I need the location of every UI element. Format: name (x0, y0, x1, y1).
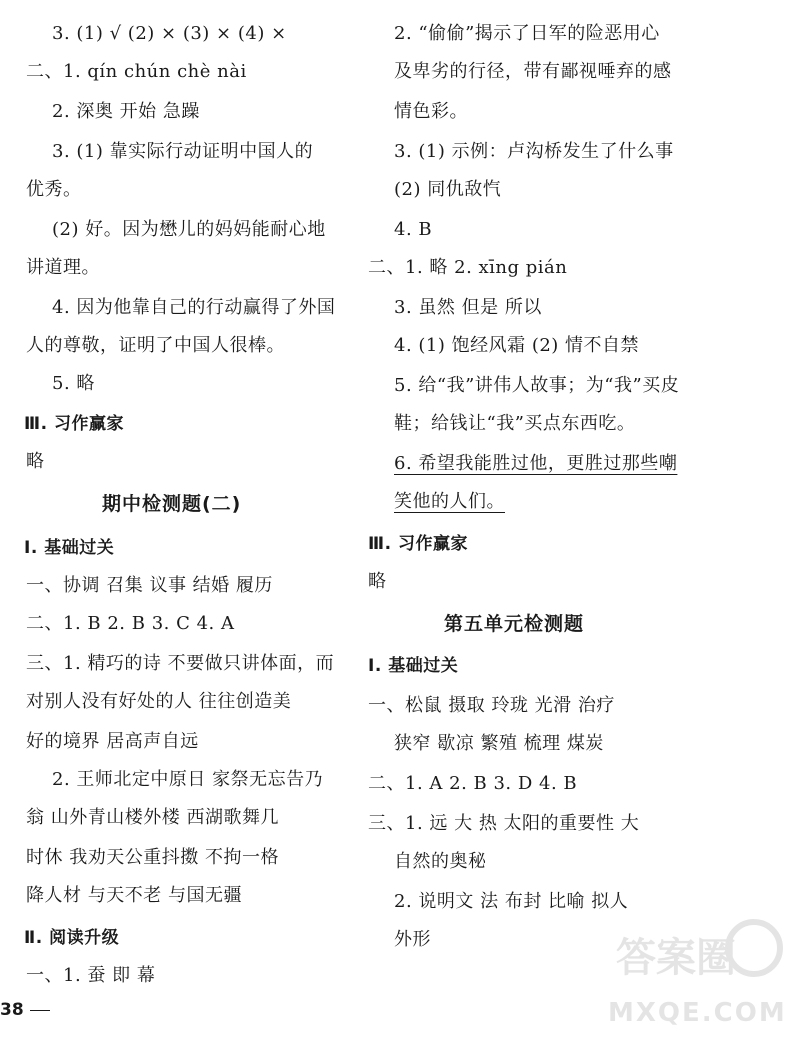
answer-line: 一、1. 蚕 即 幕 (26, 965, 156, 986)
answer-line: 4. B (394, 219, 433, 240)
answer-line: 降人材 与天不老 与国无疆 (26, 885, 242, 906)
watermark-logo (606, 912, 786, 1036)
answer-line: 5. 给“我”讲伟人故事；为“我”买皮 (394, 375, 680, 396)
answer-line: 人的尊敬，证明了中国人很棒。 (26, 335, 285, 356)
answer-line: 2. 说明文 法 布封 比喻 拟人 (394, 891, 629, 912)
answer-line: 好的境界 居高声自远 (26, 731, 199, 752)
answer-line: 4. (1) 饱经风霜 (2) 情不自禁 (394, 335, 640, 356)
watermark-bottom-text: MXQE.COM (608, 998, 787, 1028)
answer-line: 及卑劣的行径，带有鄙视唾弃的感 (394, 61, 672, 82)
section-heading-writing: Ⅲ. 习作赢家 (368, 534, 468, 554)
watermark-top-text: 答案圈 (616, 935, 736, 981)
answer-line: 情色彩。 (394, 101, 468, 122)
answer-line: 一、松鼠 摄取 玲珑 光滑 治疗 (368, 695, 615, 716)
answer-line-underlined: 笑他的人们。 (394, 491, 505, 512)
answer-line: 一、协调 召集 议事 结婚 履历 (26, 575, 273, 596)
section-heading-basic: Ⅰ. 基础过关 (368, 656, 459, 676)
section-heading-basic: Ⅰ. 基础过关 (24, 538, 115, 558)
answer-line: 三、1. 精巧的诗 不要做只讲体面，而 (26, 653, 335, 674)
answer-line: 4. 因为他靠自己的行动赢得了外国 (52, 297, 336, 318)
exam-title: 期中检测题(二) (102, 493, 242, 515)
answer-line: 2. 深奥 开始 急躁 (52, 101, 200, 122)
answer-line: 狭窄 歇凉 繁殖 梳理 煤炭 (394, 733, 604, 754)
answer-line: 时休 我劝天公重抖擞 不拘一格 (26, 847, 279, 868)
answer-line: 二、1. qín chún chè nài (26, 61, 247, 82)
answer-line: 优秀。 (26, 179, 82, 200)
page-number-text: 38 (0, 1000, 24, 1020)
answer-line: 二、1. A 2. B 3. D 4. B (368, 773, 578, 794)
answer-line: 讲道理。 (26, 257, 100, 278)
answer-line: 3. (1) 示例：卢沟桥发生了什么事 (394, 141, 674, 162)
answer-line: 二、1. 略 2. xīng pián (368, 257, 568, 278)
answer-line: (2) 好。因为懋儿的妈妈能耐心地 (52, 219, 326, 240)
answer-line: 翁 山外青山楼外楼 西湖歌舞几 (26, 807, 279, 828)
unit-title: 第五单元检测题 (444, 613, 585, 635)
answer-line: 3. (1) 靠实际行动证明中国人的 (52, 141, 314, 162)
answer-line: 外形 (394, 929, 431, 950)
answer-line: 5. 略 (52, 373, 95, 394)
page-number (0, 1000, 50, 1020)
answer-line: 3. 虽然 但是 所以 (394, 297, 542, 318)
answer-line: 三、1. 远 大 热 太阳的重要性 大 (368, 813, 640, 834)
writing-answer: 略 (26, 451, 45, 472)
answer-line: 3. (1) √ (2) × (3) × (4) × (52, 23, 287, 44)
section-heading-reading: Ⅱ. 阅读升级 (24, 928, 120, 948)
answer-line-underlined: 6. 希望我能胜过他，更胜过那些嘲 (394, 453, 678, 474)
writing-answer: 略 (368, 571, 387, 592)
answer-line: 对别人没有好处的人 往往创造美 (26, 691, 292, 712)
page-number-dash (30, 1010, 50, 1011)
answer-line: 鞋；给钱让“我”买点东西吃。 (394, 413, 636, 434)
answer-line: 二、1. B 2. B 3. C 4. A (26, 613, 235, 634)
section-heading-writing: Ⅲ. 习作赢家 (24, 414, 124, 434)
answer-line: 自然的奥秘 (394, 851, 487, 872)
answer-line: (2) 同仇敌忾 (394, 179, 502, 200)
answer-line: 2. “偷偷”揭示了日军的险恶用心 (394, 23, 660, 44)
answer-line: 2. 王师北定中原日 家祭无忘告乃 (52, 769, 324, 790)
